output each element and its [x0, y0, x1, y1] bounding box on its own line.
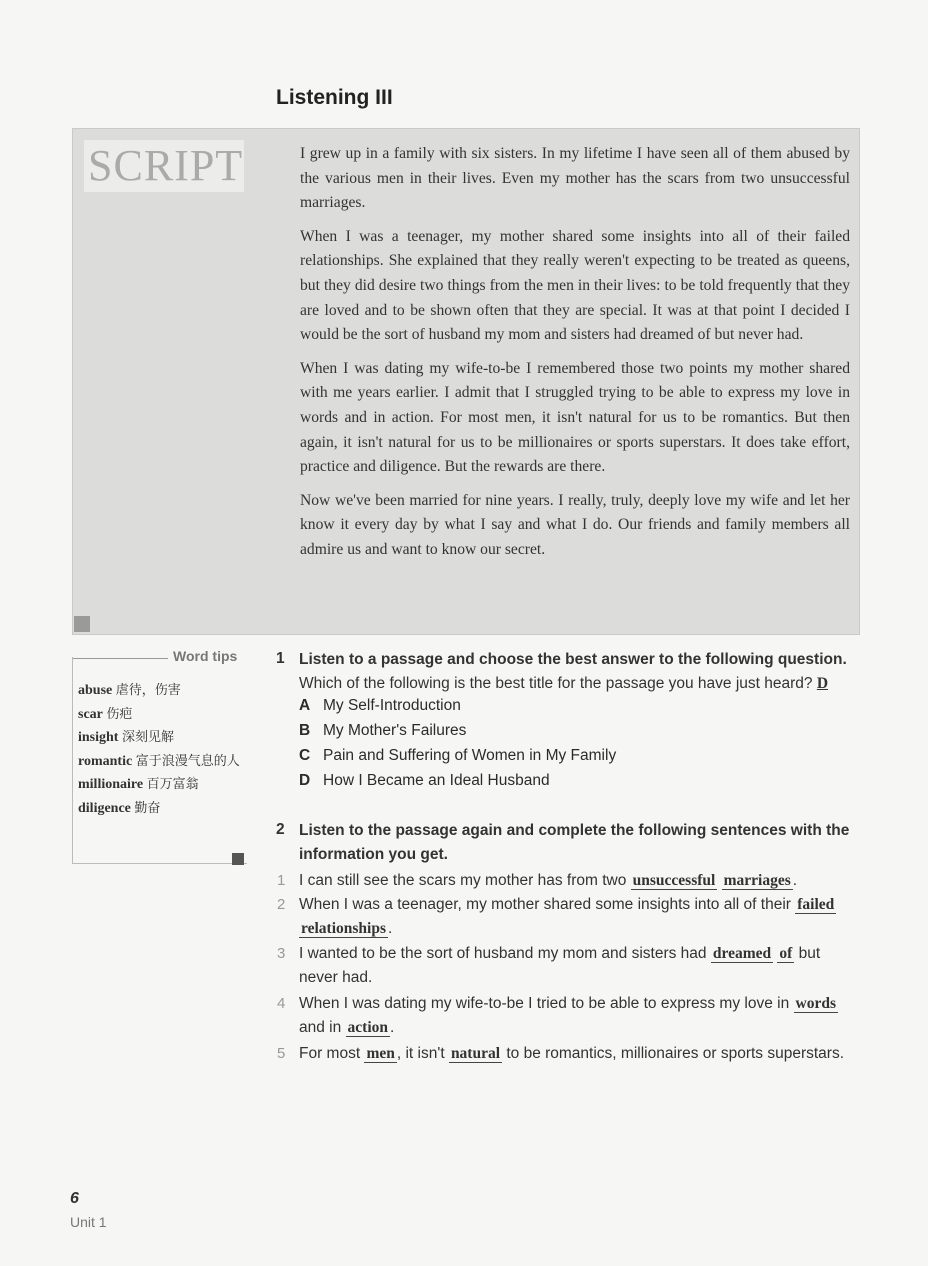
sentence-number: 1 [277, 872, 286, 889]
script-paragraph: Now we've been married for nine years. I really, truly, deeply love my wife and let her know it every day by what I say and what I do. Our friends and family members all admire us and want to know our secret. [300, 491, 850, 558]
script-paragraph: I grew up in a family with six sisters. In my lifetime I have seen all of them abused by the various men in their lives. Even my mother has the scars from two unsuccessful marriages. [300, 145, 850, 212]
option-text: My Mother's Failures [323, 722, 467, 739]
corner-square-icon [232, 853, 244, 865]
word-tip-term: insight [78, 730, 119, 745]
option-text: How I Became an Ideal Husband [323, 772, 550, 789]
question-text: Which of the following is the best title for the passage you have just heard? [299, 675, 813, 692]
fill-answer: dreamed [712, 945, 772, 962]
script-text [300, 142, 850, 572]
sentence-text: but never had. [299, 945, 821, 986]
option-text: Pain and Suffering of Women in My Family [323, 747, 617, 764]
page-number: 6 [70, 1190, 79, 1207]
script-paragraph: When I was dating my wife-to-be I remembered those two points my mother shared with me years earlier. I admit that I struggled trying to be able to express my love in words and in action. For most men, it isn't natural for us to be romantics. But then again, it isn't natural for us to be millionaires or sports superstars. It does take effort, practice and diligence. But the rewards are there. [300, 359, 850, 476]
question-number: 1 [276, 650, 285, 667]
word-tip-gloss: 勤奋 [134, 800, 161, 816]
question-number: 2 [276, 821, 285, 838]
word-tip-item [78, 750, 243, 774]
fill-answer: unsuccessful [632, 872, 716, 889]
word-tip-gloss: 百万富翁 [146, 777, 199, 792]
sentence-item [277, 1042, 861, 1066]
sentence-number: 2 [277, 896, 286, 913]
word-tip-term: diligence [78, 800, 131, 816]
unit-label: Unit 1 [70, 1214, 107, 1230]
option-row [299, 769, 550, 793]
fill-answer: relationships [301, 920, 386, 937]
sentence-text: When I was a teenager, my mother shared some insights into all of their [299, 896, 796, 913]
word-tip-gloss: 虐待，伤害 [115, 683, 181, 698]
option-letter: D [299, 772, 311, 789]
question-instruction: Listen to a passage and choose the best answer to the following question. [299, 651, 847, 668]
word-tip-term: abuse [78, 683, 113, 698]
fill-answer: words [795, 995, 836, 1012]
question-1 [299, 648, 861, 696]
corner-square-icon [74, 616, 90, 632]
sentence-text: to be romantics, millionaires or sports superstars. [502, 1045, 845, 1062]
sentence-text: . [792, 872, 798, 889]
fill-answer: men [366, 1045, 395, 1062]
word-tip-item [78, 797, 243, 821]
sentence-text: , it isn't [396, 1045, 449, 1062]
sentence-text: I wanted to be the sort of husband my mom and sisters had [299, 945, 711, 962]
question-instruction: Listen to the passage again and complete the following sentences with the information you get. [299, 822, 850, 863]
sentence-text: For most [299, 1045, 365, 1062]
word-tip-gloss: 深刻见解 [121, 730, 174, 745]
script-label: SCRIPT [84, 140, 244, 192]
section-title: Listening III [276, 86, 393, 109]
option-text: My Self-Introduction [323, 697, 461, 714]
sentence-text: I can still see the scars my mother has from two [299, 872, 631, 889]
sentence-number: 3 [277, 945, 286, 962]
sentence-text: When I was dating my wife-to-be I tried to be able to express my love in [299, 995, 794, 1012]
word-tips-list [78, 679, 243, 820]
sentence-text: . [388, 920, 393, 937]
option-letter: B [299, 722, 311, 739]
sentence-number: 4 [277, 995, 286, 1012]
option-row [299, 694, 461, 718]
sentence-item [277, 869, 861, 893]
word-tips-title: Word tips [173, 648, 238, 664]
word-tips-box [72, 648, 247, 864]
word-tip-term: millionaire [78, 777, 144, 792]
word-tip-term: scar [78, 706, 103, 722]
word-tip-gloss: 伤疤 [106, 706, 133, 722]
fill-answer: failed [797, 896, 835, 913]
sentence-item [277, 942, 861, 990]
word-tip-item [78, 773, 243, 797]
divider [73, 658, 168, 659]
script-paragraph: When I was a teenager, my mother shared some insights into all of their failed relationships. She explained that they really weren't expecting to be treated as queens, but they did desire two things from the men in their lives: to be told frequently that they are loved and to be shown often that they are special. It was at that point I decided I would be the sort of husband my mom and sisters had dreamed of but never had. [300, 227, 850, 344]
word-tip-term: romantic [78, 753, 133, 769]
sentence-text: and in [299, 1019, 346, 1036]
sentence-item [277, 893, 861, 941]
word-tip-item [78, 679, 243, 703]
option-letter: A [299, 697, 311, 714]
option-letter: C [299, 747, 311, 764]
fill-answer: of [779, 945, 793, 962]
option-row [299, 744, 616, 768]
fill-answer: marriages [723, 872, 791, 889]
fill-answer: natural [450, 1045, 501, 1062]
sentence-text: . [390, 1019, 395, 1036]
word-tip-gloss: 富于浪漫气息的人 [135, 753, 240, 769]
sentence-text [717, 872, 721, 889]
fill-answer: action [347, 1019, 389, 1036]
sentence-item [277, 992, 861, 1040]
sentence-number: 5 [277, 1045, 286, 1062]
question-answer: D [816, 675, 829, 692]
word-tip-item [78, 726, 243, 750]
question-prompt [299, 672, 861, 696]
word-tip-item [78, 703, 243, 727]
option-row [299, 719, 466, 743]
